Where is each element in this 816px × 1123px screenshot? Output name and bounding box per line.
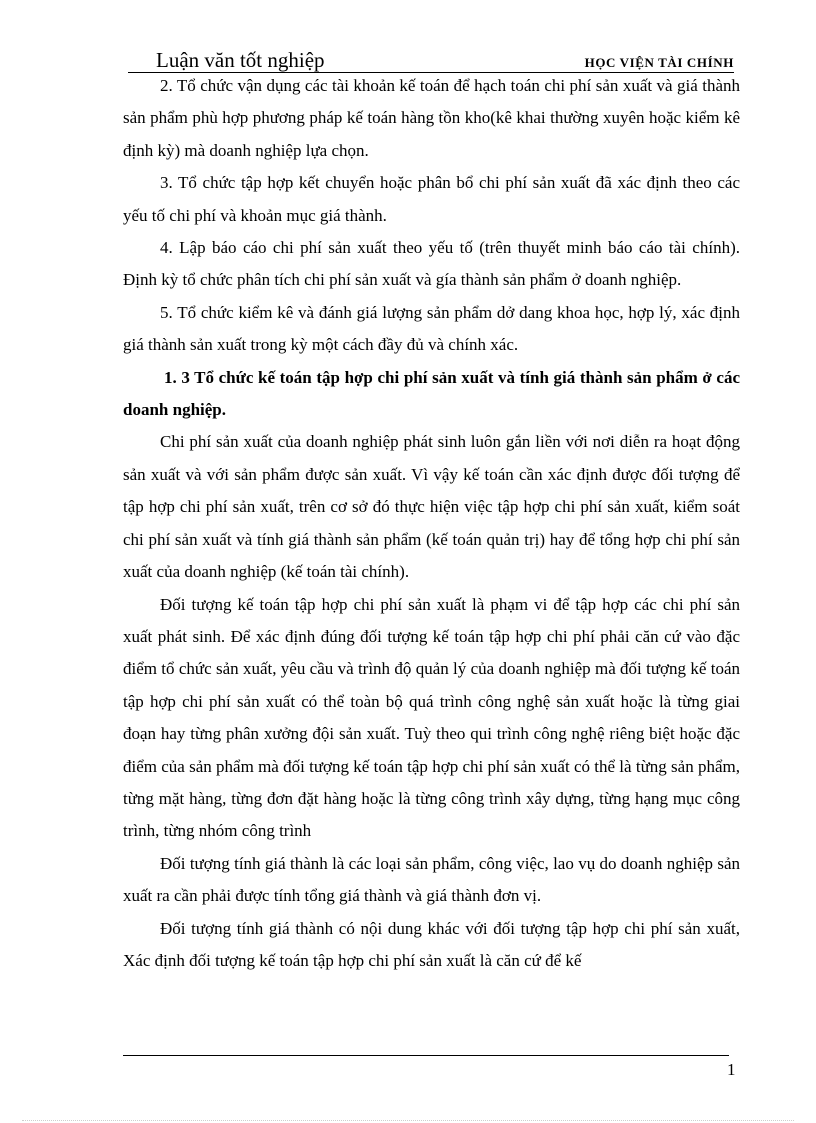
paragraph: Đối tượng tính giá thành là các loại sản phẩm, công việc, lao vụ do doanh nghiệp sản xuất ra cần phải được tính tổng giá thành và giá thành đơn vị. — [123, 853, 740, 906]
paragraph: Chi phí sản xuất của doanh nghiệp phát sinh luôn gắn liền với nơi diễn ra hoạt động sản xuất và với sản phẩm được sản xuất. Vì vậy kế toán cần xác định được đối tượng để tập hợp chi phí sản xuất, trên cơ sở đó thực hiện việc tập hợp chi phí sản xuất, kiểm soát chi phí sản xuất và tính giá thành sản phẩm (kế toán quản trị) hay để tổng hợp chi phí sản xuất của doanh nghiệp (kế toán tài chính). — [123, 432, 740, 582]
paragraph: Đối tượng kế toán tập hợp chi phí sản xuất là phạm vi để tập hợp các chi phí sản xuất phát sinh. Để xác định đúng đối tượng kế toán tập hợp chi phí phải căn cứ vào đặc điểm tổ chức sản xuất, yêu cầu và trình độ quản lý của doanh nghiệp mà đối tượng kế toán tập hợp chi phí sản xuất có thể toàn bộ quá trình công nghệ sản xuất hoặc là từng giai đoạn hay từng phân xưởng đội sản xuất. Tuỳ theo qui trình công nghệ riêng biệt hoặc đặc điểm của sản phẩm mà đối tượng kế toán tập hợp chi phí sản xuất có thể là từng sản phẩm, từng mặt hàng, từng đơn đặt hàng hoặc là từng công trình xây dựng, từng hạng mục công trình, từng nhóm công trình — [123, 594, 740, 841]
paragraph-item-3: 3. Tổ chức tập hợp kết chuyển hoặc phân bổ chi phí sản xuất đã xác định theo các yếu tố chi phí và khoản mục giá thành. — [123, 173, 740, 225]
paragraph: Đối tượng tính giá thành có nội dung khác với đối tượng tập hợp chi phí sản xuất, Xác định đối tượng kế toán tập hợp chi phí sản xuất là căn cứ để kế — [123, 918, 740, 970]
section-heading: 1. 3 Tổ chức kế toán tập hợp chi phí sản xuất và tính giá thành sản phẩm ở các doanh nghiệp. — [123, 367, 740, 420]
page-edge-divider — [22, 1120, 794, 1121]
document-body — [123, 70, 740, 977]
paragraph-item-2: 2. Tổ chức vận dụng các tài khoản kế toán để hạch toán chi phí sản xuất và giá thành sản phẩm phù hợp phương pháp kế toán hàng tồn kho(kê khai thường xuyên hoặc kiểm kê định kỳ) mà doanh nghiệp lựa chọn. — [123, 76, 740, 160]
footer-divider — [123, 1055, 729, 1056]
paragraph-item-5: 5. Tổ chức kiểm kê và đánh giá lượng sản phẩm dở dang khoa học, hợp lý, xác định giá thành sản xuất trong kỳ một cách đầy đủ và chính xác. — [123, 302, 740, 355]
paragraph-item-4: 4. Lập báo cáo chi phí sản xuất theo yếu tố (trên thuyết minh báo cáo tài chính). Định kỳ tổ chức phân tích chi phí sản xuất và gía thành sản phẩm ở doanh nghiệp. — [123, 238, 740, 290]
header-title: Luận văn tốt nghiệp — [156, 48, 325, 72]
page-number: 1 — [727, 1060, 736, 1079]
header-institution: HỌC VIỆN TÀI CHÍNH — [584, 55, 734, 70]
